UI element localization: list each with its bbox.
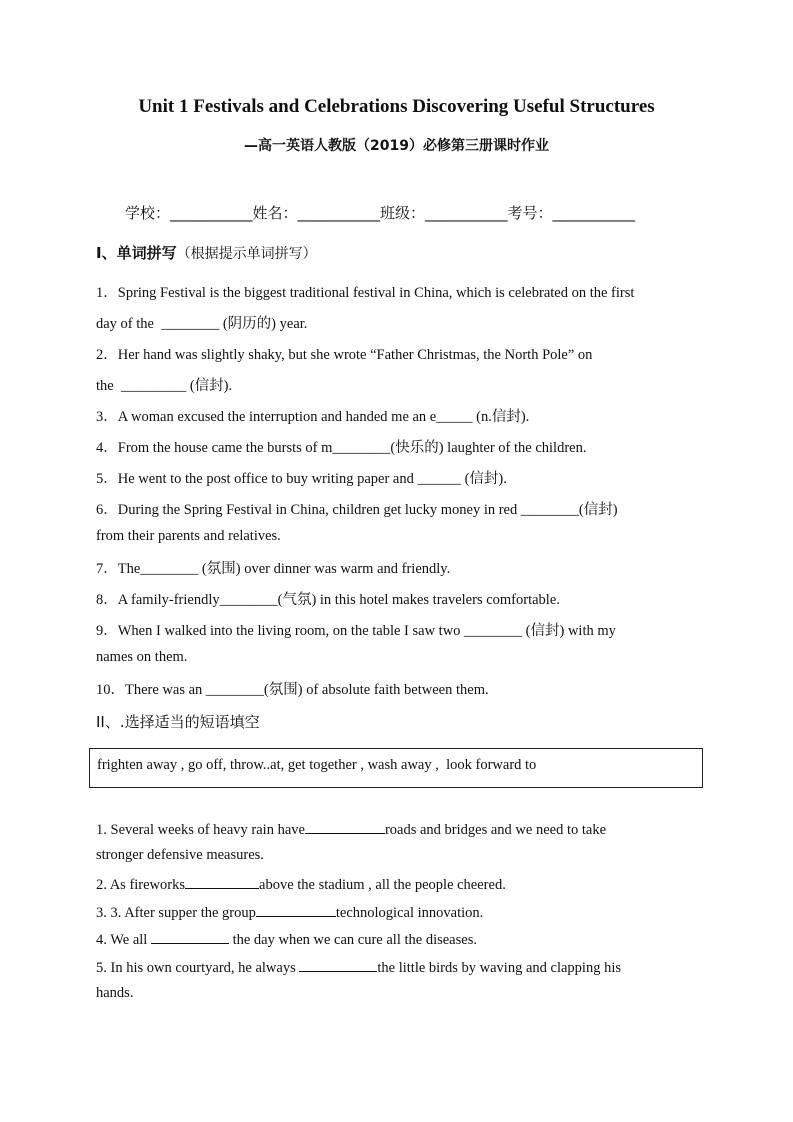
question-text: the little birds by waving and clapping his [377,960,621,976]
section1-heading [96,242,317,263]
answer-blank[interactable] [151,929,229,944]
question-line: from their parents and relatives. [96,528,281,544]
question-line: 5．He went to the post office to buy writing paper and ______ (信封). [96,471,507,487]
page-subtitle: —高一英语人教版（2019）必修第三册课时作业 [244,138,549,154]
question-line: 3．A woman excused the interruption and handed me an e_____ (n.信封). [96,409,530,425]
question-line: 4．From the house came the bursts of m________(快乐的) laughter of the children. [96,440,587,456]
question-line: 7．The________ (氛围) over dinner was warm and friendly. [96,561,451,577]
section2-heading [96,711,260,732]
answer-blank[interactable] [185,874,259,889]
question-line: hands. [96,985,134,1001]
question-text: 1. Several weeks of heavy rain have [96,822,305,838]
fill-question-3 [96,902,483,922]
question-text: roads and bridges and we need to take [384,822,607,838]
question-line: 1．Spring Festival is the biggest traditional festival in China, which is celebrated on the first [96,285,635,301]
section1-label: I、单词拼写 [96,244,177,262]
question-text: the day when we can cure all the diseases. [228,932,477,948]
question-line: day of the ________ (阴历的) year. [96,316,308,332]
fill-question-2 [96,874,506,894]
question-text: 5. In his own courtyard, he always [96,960,300,976]
phrase-list: frighten away , go off, throw..at, get together , wash away , look forward to [97,757,537,773]
question-line: 8．A family-friendly________(气氛) in this hotel makes travelers comfortable. [96,592,560,608]
question-line: 10．There was an ________(氛围) of absolute faith between them. [96,682,489,698]
answer-blank[interactable] [305,819,385,834]
answer-blank[interactable] [299,957,377,972]
question-text: above the stadium , all the people cheered. [259,877,506,893]
question-line: the _________ (信封). [96,378,233,394]
question-text: 2. As fireworks [96,877,186,893]
phrase-box [89,748,703,788]
section2-label: II、.选择适当的短语填空 [96,713,260,731]
fill-question-5 [96,957,621,977]
question-line: names on them. [96,649,188,665]
question-text: technological innovation. [335,905,484,921]
question-line: 9．When I walked into the living room, on the table I saw two ________ (信封) with my [96,623,616,639]
page-title: Unit 1 Festivals and Celebrations Discovering Useful Structures [138,96,655,117]
question-line: stronger defensive measures. [96,847,264,863]
question-line: 6．During the Spring Festival in China, children get lucky money in red ________(信封) [96,502,618,518]
question-text: 4. We all [96,932,151,948]
question-line: 2．Her hand was slightly shaky, but she wrote “Father Christmas, the North Pole” on [96,347,593,363]
fill-question-1 [96,819,606,839]
student-info-line: 学校：___________姓名：___________班级：___________考号：___________ [125,204,636,222]
question-text: 3. 3. After supper the group [96,905,256,921]
section1-hint: （根据提示单词拼写） [176,246,317,262]
answer-blank[interactable] [256,902,336,917]
fill-question-4 [96,929,477,949]
